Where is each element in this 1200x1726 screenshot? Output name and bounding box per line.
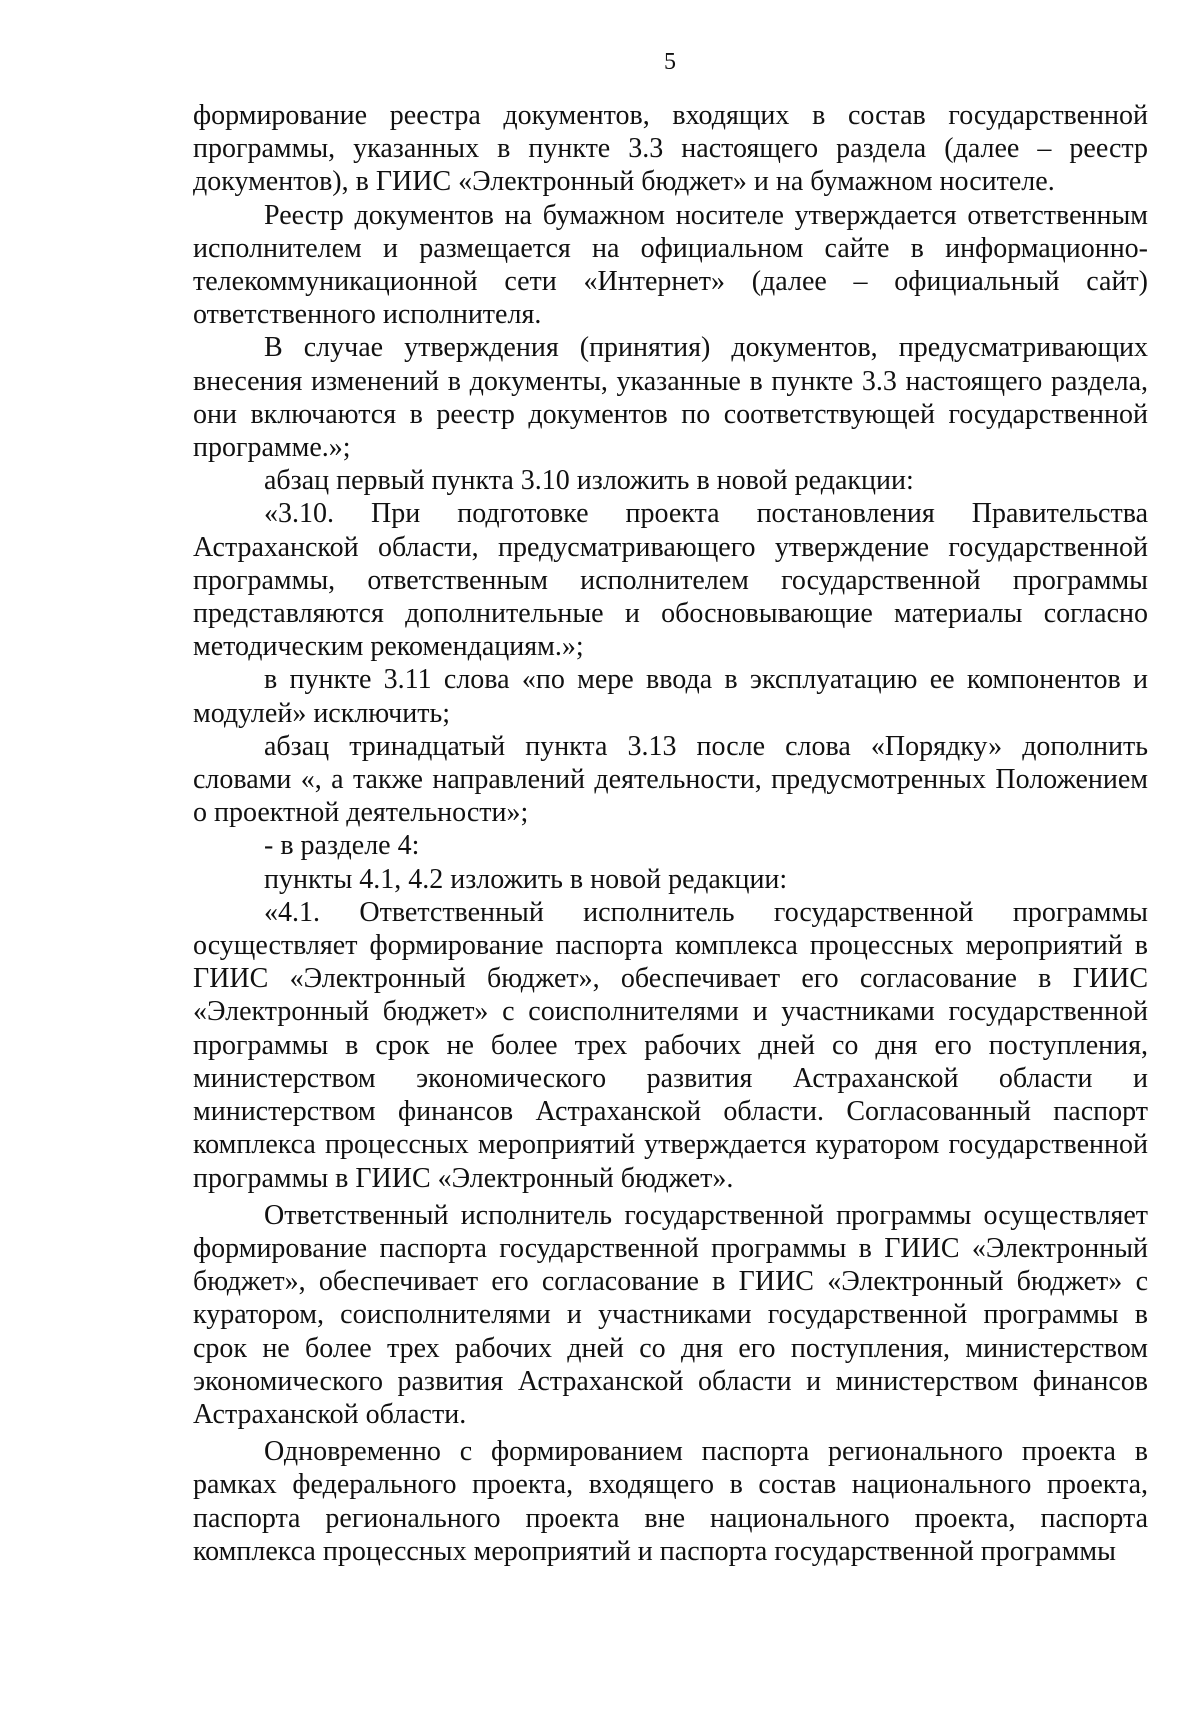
paragraph: Реестр документов на бумажном носителе утверждается ответственным исполнителем и размещается на официальном сайте в информационно-телекоммуникационной сети «Интернет» (далее – официальный сайт) ответственного исполнителя. (193, 199, 1148, 331)
paragraph: пункты 4.1, 4.2 изложить в новой редакции: (264, 863, 788, 895)
paragraph: формирование реестра документов, входящих в состав государственной программы, указанных в пункте 3.3 настоящего раздела (далее – реестр документов), в ГИИС «Электронный бюджет» и на бумажном носителе. (193, 100, 1148, 198)
paragraph: абзац тринадцатый пункта 3.13 после слова «Порядку» дополнить словами «, а также направлений деятельности, предусмотренных Положением о проектной деятельности»; (193, 730, 1148, 829)
page-number: 5 (664, 49, 676, 75)
paragraph: «3.10. При подготовке проекта постановления Правительства Астраханской области, предусматривающего утверждение государственной программы, ответственным исполнителем государственной программы представляются дополнительные и обосновывающие материалы согласно методическим рекомендациям.»; (193, 498, 1148, 663)
document-body (193, 99, 1148, 1568)
paragraph: абзац первый пункта 3.10 изложить в новой редакции: (264, 465, 914, 497)
paragraph: - в разделе 4: (264, 830, 420, 862)
paragraph: в пункте 3.11 слова «по мере ввода в эксплуатацию ее компонентов и модулей» исключить; (193, 664, 1148, 729)
paragraph: В случае утверждения (принятия) документов, предусматривающих внесения изменений в документы, указанные в пункте 3.3 настоящего раздела, они включаются в реестр документов по соответствующей государственной программе.»; (193, 332, 1148, 464)
paragraph: «4.1. Ответственный исполнитель государственной программы осуществляет формирование паспорта комплекса процессных мероприятий в ГИИС «Электронный бюджет», обеспечивает его согласование в ГИИС «Электронный бюджет» с соисполнителями и участниками государственной программы в срок не более трех рабочих дней со дня его поступления, министерством экономического развития Астраханской области и министерством финансов Астраханской области. Согласованный паспорт комплекса процессных мероприятий утверждается куратором государственной программы в ГИИС «Электронный бюджет». (193, 896, 1148, 1194)
paragraph: Ответственный исполнитель государственной программы осуществляет формирование паспорта государственной программы в ГИИС «Электронный бюджет», обеспечивает его согласование в ГИИС «Электронный бюджет» с куратором, соисполнителями и участниками государственной программы в срок не более трех рабочих дней со дня его поступления, министерством экономического развития Астраханской области и министерством финансов Астраханской области. (193, 1199, 1148, 1430)
paragraph: Одновременно с формированием паспорта регионального проекта в рамках федерального проекта, входящего в состав национального проекта, паспорта регионального проекта вне национального проекта, паспорта комплекса процессных мероприятий и паспорта государственной программы (193, 1436, 1148, 1567)
